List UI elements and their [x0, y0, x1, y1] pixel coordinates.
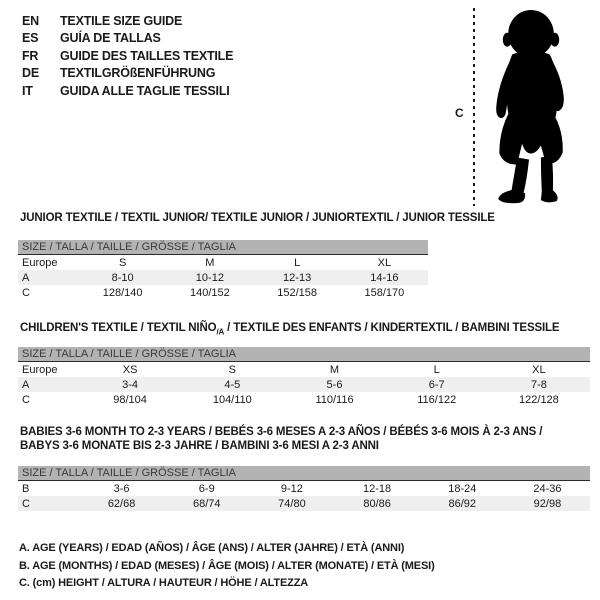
cell-value: L: [433, 363, 440, 376]
title-subscript: /A: [216, 327, 225, 337]
cell-value: 122/128: [519, 393, 559, 406]
cell-value: M: [329, 363, 340, 376]
cell-value: 24-36: [533, 482, 562, 495]
cell-value: S: [118, 256, 127, 269]
lang-code: ES: [22, 31, 39, 46]
cell-value: 80/86: [363, 497, 391, 510]
row-label: Europe: [22, 256, 58, 269]
lang-row-de: [22, 65, 233, 83]
title-line: BABYS 3-6 MONATE BIS 2-3 JAHRE / BAMBINI 3-6 MESI A 2-3 ANNI: [20, 440, 379, 452]
cell-value: 74/80: [278, 497, 306, 510]
cell-value: 140/152: [189, 286, 230, 299]
cell-value: 3-6: [113, 482, 130, 495]
height-measure-label: C: [455, 106, 464, 120]
row-label: C: [22, 497, 30, 510]
children-table-title: [20, 322, 559, 336]
height-measure-dotted-line: [473, 8, 475, 206]
cell-value: 6-7: [428, 378, 445, 391]
legend-row-b: B. AGE (MONTHS) / EDAD (MESES) / ÂGE (MOIS) / ALTER (MONATE) / ETÀ (MESI): [19, 559, 435, 572]
cell-value: XL: [532, 363, 546, 376]
language-title-list: [22, 12, 233, 100]
table-row: [18, 362, 590, 377]
row-label: C: [22, 393, 30, 406]
cell-value: 14-16: [370, 271, 399, 284]
table-row: [18, 255, 428, 270]
lang-row-es: [22, 30, 233, 48]
size-header-bar: SIZE / TALLA / TAILLE / GRÖSSE / TAGLIA: [18, 240, 428, 255]
babies-table: [18, 466, 590, 511]
junior-table-title: JUNIOR TEXTILE / TEXTIL JUNIOR/ TEXTILE JUNIOR / JUNIORTEXTIL / JUNIOR TESSILE: [20, 212, 495, 224]
lang-title: TEXTILE SIZE GUIDE: [60, 13, 183, 28]
row-label: A: [22, 271, 30, 284]
size-header-bar: SIZE / TALLA / TAILLE / GRÖSSE / TAGLIA: [18, 466, 590, 481]
lang-code: EN: [22, 13, 39, 28]
table-row: [18, 270, 428, 285]
cell-value: L: [294, 256, 301, 269]
lang-title: GUIDE DES TAILLES TEXTILE: [60, 48, 234, 63]
title-line: BABIES 3-6 MONTH TO 2-3 YEARS / BEBÉS 3-6 MESES A 2-3 AÑOS / BÉBÉS 3-6 MOIS À 2-3 ANS /: [20, 426, 543, 438]
cell-value: XL: [377, 256, 392, 269]
row-label: Europe: [22, 363, 58, 376]
lang-title: GUIDA ALLE TAGLIE TESSILI: [60, 83, 230, 98]
cell-value: 9-12: [280, 482, 303, 495]
cell-value: 12-13: [283, 271, 312, 284]
cell-value: S: [228, 363, 236, 376]
title-text: / TEXTILE DES ENFANTS / KINDERTEXTIL / BAMBINI TESSILE: [224, 322, 560, 334]
table-row: [18, 392, 590, 407]
table-row: [18, 285, 428, 300]
lang-code: DE: [22, 66, 39, 81]
cell-value: 3-4: [122, 378, 139, 391]
lang-title: GUÍA DE TALLAS: [60, 31, 161, 46]
cell-value: 4-5: [224, 378, 241, 391]
cell-value: 8-10: [111, 271, 134, 284]
size-header-bar: SIZE / TALLA / TAILLE / GRÖSSE / TAGLIA: [18, 347, 590, 362]
lang-code: IT: [22, 83, 33, 98]
lang-code: FR: [22, 48, 39, 63]
cell-value: 116/122: [417, 393, 457, 406]
cell-value: 10-12: [195, 271, 224, 284]
lang-row-it: [22, 82, 233, 100]
children-table: [18, 347, 590, 407]
babies-table-title: [20, 425, 542, 453]
cell-value: 92/98: [533, 497, 562, 510]
row-label: B: [22, 482, 30, 495]
legend-row-c: C. (cm) HEIGHT / ALTURA / HAUTEUR / HÖHE / ALTEZZA: [19, 577, 309, 589]
cell-value: 158/170: [364, 286, 405, 299]
lang-row-fr: [22, 47, 233, 65]
cell-value: 6-9: [198, 482, 215, 495]
cell-value: 62/68: [107, 497, 136, 510]
cell-value: 110/116: [315, 393, 354, 406]
cell-value: 98/104: [113, 393, 147, 406]
legend: [19, 540, 435, 593]
cell-value: 128/140: [102, 286, 143, 299]
cell-value: 5-6: [326, 378, 343, 391]
cell-value: 18-24: [448, 482, 477, 495]
title-text: CHILDREN'S TEXTILE / TEXTIL NIÑO: [20, 322, 217, 334]
cell-value: XS: [122, 363, 138, 376]
table-row: [18, 481, 590, 496]
lang-title: TEXTILGRÖßENFÜHRUNG: [60, 66, 216, 81]
cell-value: 68/74: [192, 497, 221, 510]
row-label: C: [22, 286, 30, 299]
lang-row-en: [22, 12, 233, 30]
table-row: [18, 377, 590, 392]
cell-value: 86/92: [448, 497, 477, 510]
cell-value: M: [205, 256, 215, 269]
toddler-silhouette-icon: [484, 9, 576, 207]
legend-row-a: A. AGE (YEARS) / EDAD (AÑOS) / ÂGE (ANS) / ALTER (JAHRE) / ETÀ (ANNI): [19, 542, 405, 554]
cell-value: 7-8: [530, 378, 547, 391]
row-label: A: [22, 378, 30, 391]
cell-value: 152/158: [277, 286, 317, 299]
junior-table: [18, 240, 428, 300]
table-row: [18, 496, 590, 511]
cell-value: 12-18: [363, 482, 392, 495]
cell-value: 104/110: [212, 393, 252, 406]
